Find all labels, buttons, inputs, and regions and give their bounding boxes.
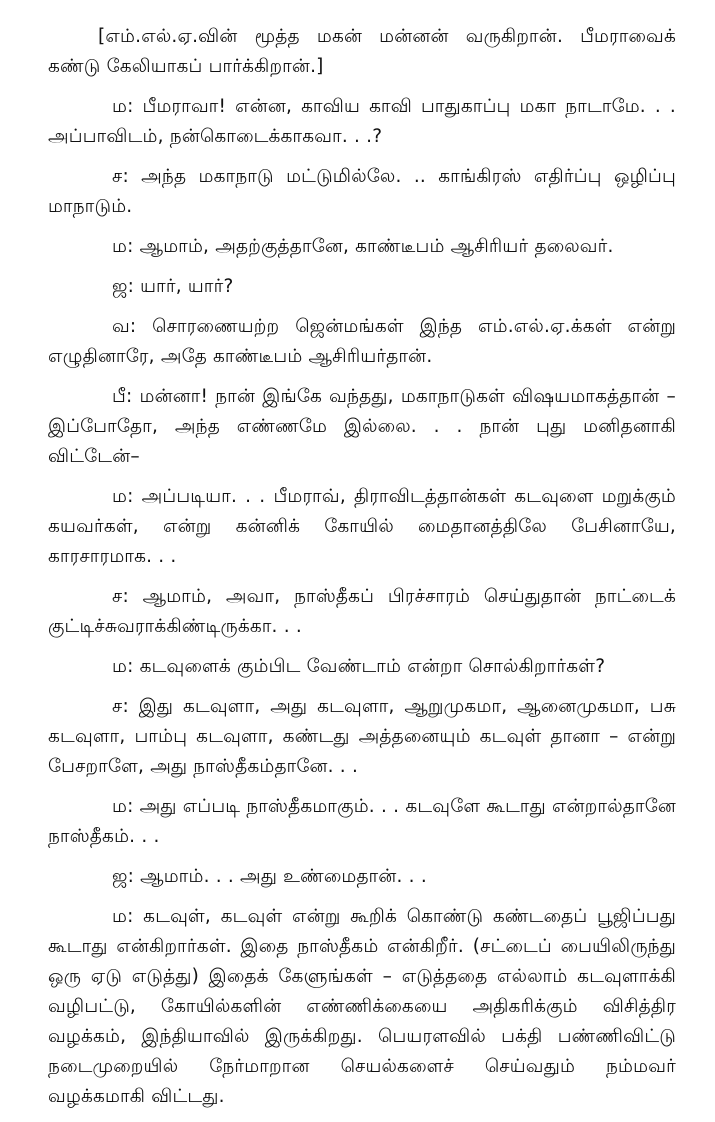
dialogue-line: ம: ஆமாம், அதற்குத்தானே, காண்டீபம் ஆசிரியர் தலைவர். <box>112 236 614 257</box>
dialogue-line: ச: இது கடவுளா, அது கடவுளா, ஆறுமுகமா, ஆனைமுகமா, பசு கடவுளா, பாம்பு கடவுளா, கண்டது அத்தனையும் கடவுள் தானா – என்று பேசறாளே, அது நாஸ்தீகம்தானே. . . <box>48 696 676 777</box>
dialogue-line: ச: ஆமாம், அவா, நாஸ்தீகப் பிரச்சாரம் செய்துதான் நாட்டைக் குட்டிச்சுவராக்கிண்டிருக்கா. . . <box>48 586 676 637</box>
dialogue-line: பீ: மன்னா! நான் இங்கே வந்தது, மகாநாடுகள் விஷயமாகத்தான் – இப்போதோ, அந்த எண்ணமே இல்லை. . . நான் புது மனிதனாகி விட்டேன்– <box>48 386 676 467</box>
dialogue-line: ச: அந்த மகாநாடு மட்டுமில்லே. .. காங்கிரஸ் எதிர்ப்பு ஒழிப்பு மாநாடும். <box>48 166 676 217</box>
dialogue-line: ம: கடவுளைக் கும்பிட வேண்டாம் என்றா சொல்கிறார்கள்? <box>112 656 606 677</box>
dialogue-line: ம: கடவுள், கடவுள் என்று கூறிக் கொண்டு கண்டதைப் பூஜிப்பது கூடாது என்கிறார்கள். இதை நாஸ்தீகம் என்கிறீர். (சட்டைப் பையிலிருந்து ஒரு ஏடு எடுத்து) இதைக் கேளுங்கள் – எடுத்ததை எல்லாம் கடவுளாக்கி வழிபட்டு, கோயில்களின் எண்ணிக்கையை அதிகரிக்கும் விசித்திர வழக்கம், இந்தியாவில் இருக்கிறது. பெயரளவில் பக்தி பண்ணிவிட்டு நடைமுறையில் நேர்மாறான செயல்களைச் செய்வதும் நம்மவர் வழக்கமாகி விட்டது. <box>48 906 676 1107</box>
dialogue-line: ம: அது எப்படி நாஸ்தீகமாகும். . . கடவுளே கூடாது என்றால்தானே நாஸ்தீகம். . . <box>48 796 676 847</box>
dialogue-line: ஜ: ஆமாம். . . அது உண்மைதான். . . <box>112 866 427 887</box>
dialogue-line: ஜ: யார், யார்? <box>112 276 234 297</box>
stage-direction: [எம்.எல்.ஏ.வின் மூத்த மகன் மன்னன் வருகிறான். பீமராவைக் கண்டு கேலியாகப் பார்க்கிறான்.] <box>48 26 676 77</box>
dialogue-line: வ: சொரணையற்ற ஜென்மங்கள் இந்த எம்.எல்.ஏ.க்கள் என்று எழுதினாரே, அதே காண்டீபம் ஆசிரியர்தான். <box>48 316 676 367</box>
dialogue-line: ம: அப்படியா. . . பீமராவ், திராவிடத்தான்கள் கடவுளை மறுக்கும் கயவர்கள், என்று கன்னிக் கோயில் மைதானத்திலே பேசினாயே, காரசாரமாக. . . <box>48 486 676 567</box>
dialogue-line: ம: பீமராவா! என்ன, காவிய காவி பாதுகாப்பு மகா நாடாமே. . . அப்பாவிடம், நன்கொடைக்காகவா. . .? <box>48 96 676 147</box>
document-page <box>48 22 676 1122</box>
